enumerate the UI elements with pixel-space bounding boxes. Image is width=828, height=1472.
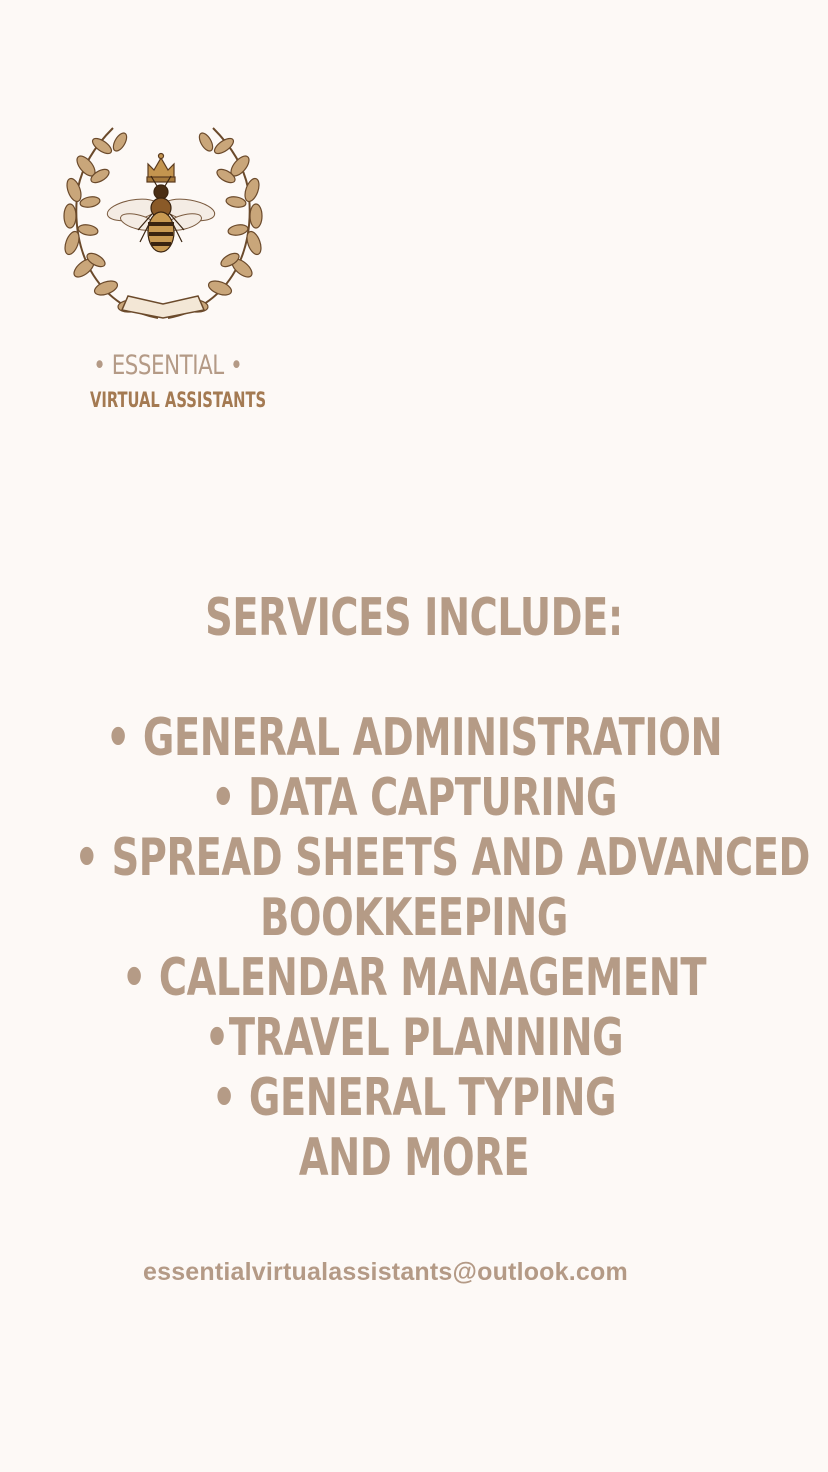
services-section [0, 588, 828, 1188]
service-item: • SPREAD SHEETS AND ADVANCED [74, 828, 810, 888]
spacer [0, 648, 828, 708]
service-item: BOOKKEEPING [260, 888, 568, 948]
brand-logo [58, 118, 268, 418]
services-heading: SERVICES INCLUDE: [205, 588, 623, 648]
service-item: AND MORE [298, 1128, 530, 1188]
service-item: •TRAVEL PLANNING [204, 1008, 624, 1068]
brand-name-line1: • ESSENTIAL • [93, 350, 243, 381]
service-item: • GENERAL ADMINISTRATION [105, 708, 723, 768]
contact-email[interactable]: essentialvirtualassistants@outlook.com [143, 1258, 628, 1286]
service-item: • DATA CAPTURING [210, 768, 618, 828]
service-item: • CALENDAR MANAGEMENT [121, 948, 707, 1008]
service-item: • GENERAL TYPING [211, 1068, 617, 1128]
bee-crown-laurel-wreath-icon [58, 118, 268, 343]
brand-name-line2: VIRTUAL ASSISTANTS [90, 388, 267, 412]
